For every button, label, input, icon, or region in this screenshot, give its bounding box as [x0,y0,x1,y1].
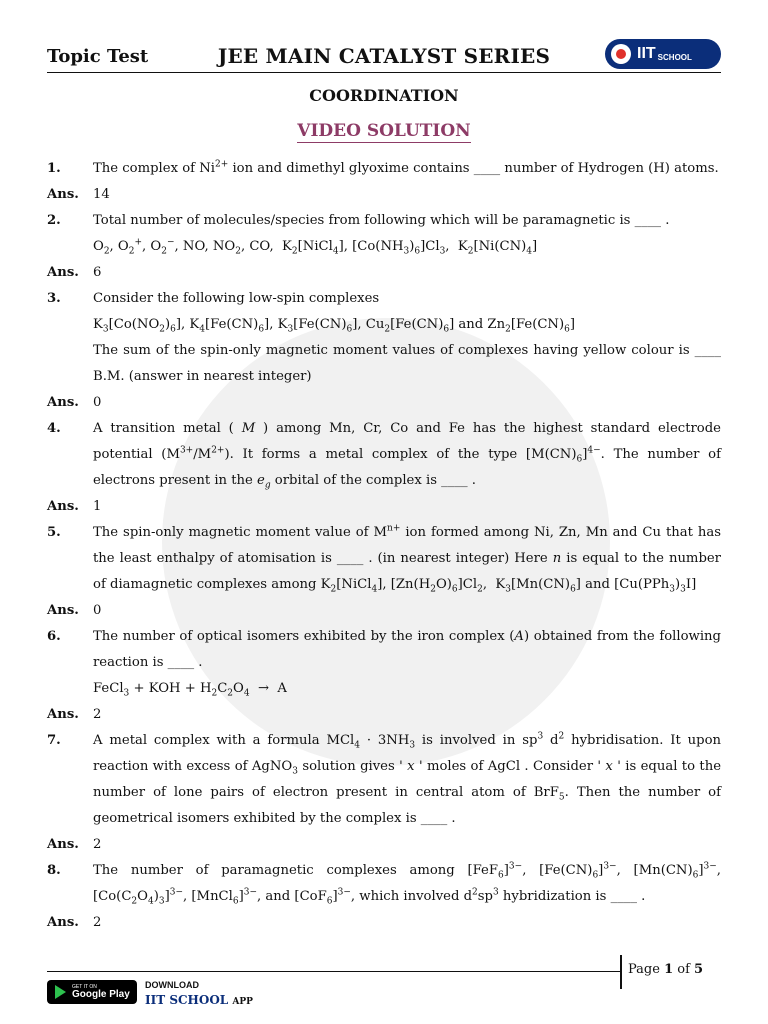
question-text: A metal complex with a formula $MCl_4 \cdot 3NH_3$ is involved in $sp^3$ $d^2$ hybridisation. It upon reaction with excess of AgNO$_3$ solution gives ' x ' moles of AgCl . Consider ' x ' is equal to the number of lone pairs of electron present in central atom of BrF$_5$. Then the number of geometrical isomers exhibited by the complex is ____ . [93,731,722,826]
answer-1 [47,182,721,208]
question-text: The complex of $Ni^{2+}$ ion and dimethyl glyoxime contains ____ number of Hydrogen (H) atoms. [93,159,719,176]
question-text: The number of paramagnetic complexes among $[FeF_6]^{3-}$, $[Fe(CN)_6]^{3-}$, $[Mn(CN)_6]^{3-}$, $[Co(C_2O_4)_3]^{3-}$, [MnCl$_6$]$^{3-}$, and $[CoF_6]^{3-}$, which involved $d^2sp^3$ hybridization is ____ . [93,861,721,907]
question-5 [47,520,721,598]
page-of: of [677,962,690,977]
question-number: 5. [47,525,61,540]
question-3 [47,286,721,390]
question-text: The spin-only magnetic moment value of $M^{n+}$ ion formed among Ni, Zn, Mn and Cu that has the least enthalpy of atomisation is ____ . (in nearest integer) Here n is equal to the number of diamagnetic complexes among $K_2[NiCl_4]$, $[Zn(H_2O)_6]Cl_2$, $K_3[Mn(CN)_6]$ and $[Cu(PPh_3)_3I]$ [93,523,721,595]
page-prefix: Page [628,962,660,977]
question-4 [47,416,721,494]
video-solution-link[interactable] [0,121,768,141]
question-number: 4. [47,421,61,436]
answer-value: 14 [93,187,110,202]
answer-value: 2 [93,837,102,852]
brand-name: IIT SCHOOL [145,993,229,1007]
page-title: COORDINATION [309,86,459,105]
answer-2 [47,260,721,286]
answer-5 [47,598,721,624]
question-text: A transition metal ( M ) among Mn, Cr, Co and Fe has the highest standard electrode potential $(M^{3+}/M^{2+})$. It forms a metal complex of the type $[M(CN)_6]^{4-}$. The number of electrons present in the $e_g$ orbital of the complex is ____ . [93,421,721,491]
page-total: 5 [694,962,704,977]
question-1 [47,156,721,182]
question-text: Consider the following low-spin complexes $K_3[Co(NO_2)_6]$, $K_4[Fe(CN)_6]$, $K_3[Fe(CN)_6]$, $Cu_2[Fe(CN)_6]$ and $Zn_2[Fe(CN)_6]$ The sum of the spin-only magnetic moment values of complexes having yellow colour is ____ B.M. (answer in nearest integer) [93,291,721,384]
question-text: The number of optical isomers exhibited by the iron complex (A) obtained from the following reaction is ____ . FeCl$_3$ + KOH + $H_2C_2O_4 \to A$ [93,629,721,699]
topic-test-label: Topic Test [47,46,149,67]
answer-8 [47,910,721,936]
answer-4 [47,494,721,520]
page-indicator [628,962,703,977]
answer-value: 6 [93,265,102,280]
question-8 [47,858,721,910]
question-list [47,156,721,936]
question-7 [47,728,721,832]
question-text: Total number of molecules/species from following which will be paramagnetic is ____ . $O_2$, $O_2^+$, $O_2^-$, NO, $NO_2$, CO, $K_2[NiCl_4]$, $[Co(NH_3)_6]Cl_3$, $K_2[Ni(CN)_4]$ [93,213,670,257]
answer-3 [47,390,721,416]
answer-value: 0 [93,395,102,410]
download-brand [145,993,253,1007]
answer-7 [47,832,721,858]
footer-divider [620,955,622,989]
footer-rule [47,971,621,972]
question-number: 1. [47,161,61,176]
series-title: JEE MAIN CATALYST SERIES [217,44,551,68]
page-number: 1 [664,962,674,977]
badge-small-text: GET IT ON [72,983,97,990]
question-number: 8. [47,863,61,878]
answer-label: Ans. [47,499,79,514]
answer-value: 0 [93,603,102,618]
answer-label: Ans. [47,707,79,722]
google-play-icon [55,985,66,999]
header-rule [47,72,721,73]
iit-school-logo [605,39,721,69]
google-play-badge[interactable] [47,980,137,1004]
logo-emblem-icon [611,44,631,64]
logo-main-text: IIT [637,45,656,62]
logo-sub-text: SCHOOL [657,52,692,62]
video-solution-text: VIDEO SOLUTION [297,121,471,141]
answer-label: Ans. [47,395,79,410]
page-header [47,44,721,72]
answer-value: 1 [93,499,102,514]
question-number: 2. [47,213,61,228]
answer-label: Ans. [47,265,79,280]
question-2 [47,208,721,260]
answer-label: Ans. [47,603,79,618]
question-number: 3. [47,291,61,306]
question-number: 7. [47,733,61,748]
answer-label: Ans. [47,837,79,852]
answer-6 [47,702,721,728]
question-6 [47,624,721,702]
answer-label: Ans. [47,915,79,930]
download-label: DOWNLOAD [145,980,199,990]
question-number: 6. [47,629,61,644]
answer-value: 2 [93,915,102,930]
app-label: APP [232,997,253,1007]
badge-big-text: Google Play [72,988,130,1000]
answer-label: Ans. [47,187,79,202]
answer-value: 2 [93,707,102,722]
